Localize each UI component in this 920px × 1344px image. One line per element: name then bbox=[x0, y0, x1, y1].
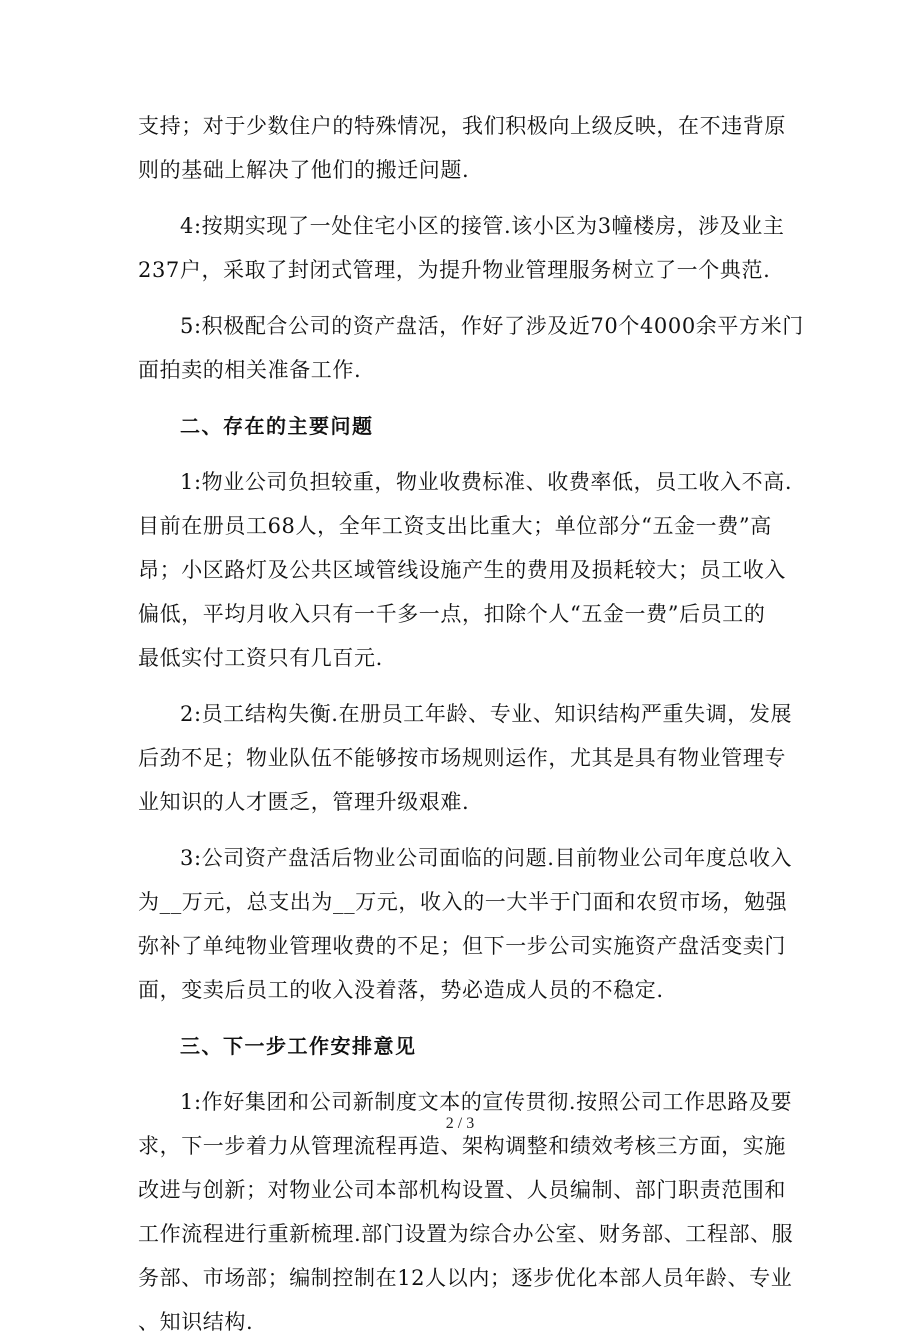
text-line: 3:公司资产盘活后物业公司面临的问题.目前物业公司年度总收入 bbox=[180, 846, 793, 870]
page-number: 2 / 3 bbox=[445, 1115, 475, 1132]
text-line: 5:积极配合公司的资产盘活，作好了涉及近70个4000余平方米门 bbox=[180, 314, 804, 338]
paragraph bbox=[138, 104, 786, 192]
text-line: 偏低，平均月收入只有一千多一点，扣除个人“五金一费”后员工的 bbox=[138, 602, 766, 626]
section-heading bbox=[138, 1024, 786, 1068]
paragraph bbox=[138, 460, 793, 680]
paragraph bbox=[138, 836, 793, 1012]
section-heading-text: 三、下一步工作安排意见 bbox=[180, 1034, 417, 1058]
text-line: 237户，采取了封闭式管理，为提升物业管理服务树立了一个典范. bbox=[138, 258, 771, 282]
text-line: 面拍卖的相关准备工作. bbox=[138, 358, 362, 382]
text-line: 业知识的人才匮乏，管理升级艰难. bbox=[138, 790, 470, 814]
text-line: 昂；小区路灯及公共区域管线设施产生的费用及损耗较大；员工收入 bbox=[138, 558, 786, 582]
text-line: 后劲不足；物业队伍不能够按市场规则运作，尤其是具有物业管理专 bbox=[138, 746, 786, 770]
text-line: 为__万元，总支出为__万元，收入的一大半于门面和农贸市场，勉强 bbox=[138, 890, 788, 914]
paragraph bbox=[138, 304, 804, 392]
section-heading bbox=[138, 404, 786, 448]
section-heading-text: 二、存在的主要问题 bbox=[180, 414, 374, 438]
paragraph bbox=[138, 692, 793, 824]
text-line: 最低实付工资只有几百元. bbox=[138, 646, 383, 670]
document-body bbox=[138, 104, 804, 1344]
text-line: 弥补了单纯物业管理收费的不足；但下一步公司实施资产盘活变卖门 bbox=[138, 934, 786, 958]
text-line: 则的基础上解决了他们的搬迁问题. bbox=[138, 158, 470, 182]
text-line: 1:作好集团和公司新制度文本的宣传贯彻.按照公司工作思路及要 bbox=[180, 1090, 793, 1114]
text-line: 工作流程进行重新梳理.部门设置为综合办公室、财务部、工程部、服 bbox=[138, 1222, 794, 1246]
paragraph bbox=[138, 204, 786, 292]
text-line: 改进与创新；对物业公司本部机构设置、人员编制、部门职责范围和 bbox=[138, 1178, 786, 1202]
text-line: 面，变卖后员工的收入没着落，势必造成人员的不稳定. bbox=[138, 978, 664, 1002]
text-line: 目前在册员工68人，全年工资支出比重大；单位部分“五金一费”高 bbox=[138, 514, 772, 538]
text-line: 1:物业公司负担较重，物业收费标准、收费率低，员工收入不高. bbox=[180, 470, 793, 494]
text-line: 2:员工结构失衡.在册员工年龄、专业、知识结构严重失调，发展 bbox=[180, 702, 793, 726]
text-line: 4:按期实现了一处住宅小区的接管.该小区为3幢楼房，涉及业主 bbox=[180, 214, 785, 238]
text-line: 、知识结构. bbox=[138, 1310, 254, 1334]
text-line: 求，下一步着力从管理流程再造、架构调整和绩效考核三方面，实施 bbox=[138, 1134, 786, 1158]
text-line: 务部、市场部；编制控制在12人以内；逐步优化本部人员年龄、专业 bbox=[138, 1266, 793, 1290]
text-line: 支持；对于少数住户的特殊情况，我们积极向上级反映，在不违背原 bbox=[138, 114, 786, 138]
